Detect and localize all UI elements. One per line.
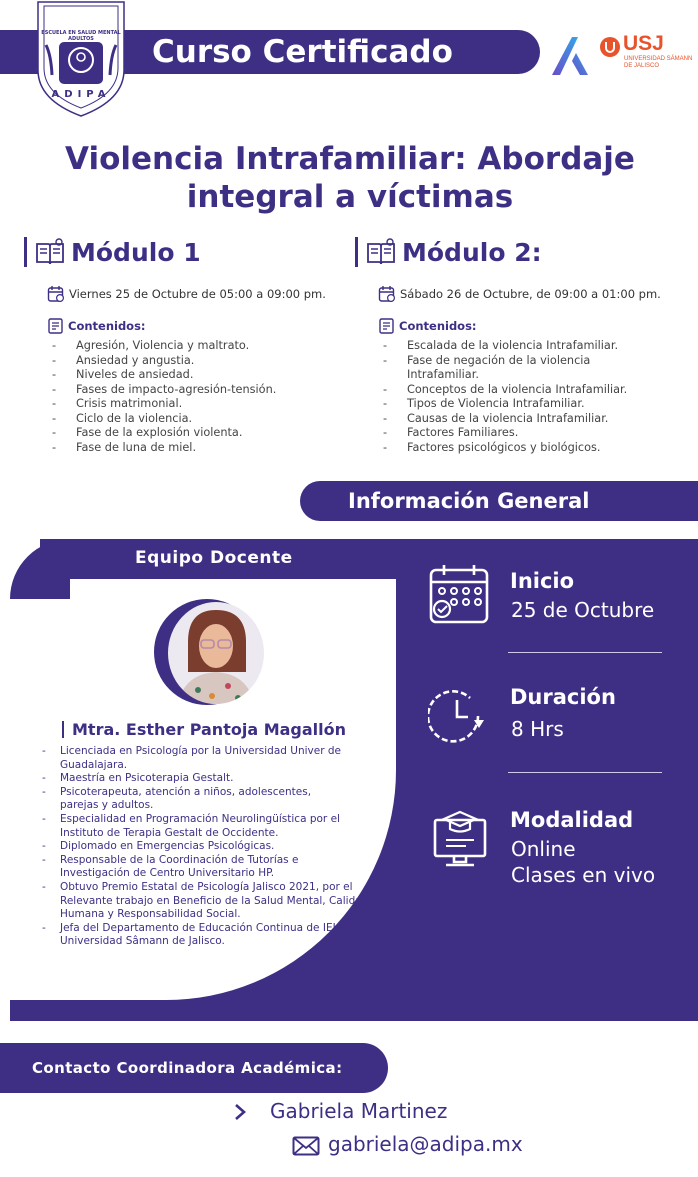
teacher-name: Mtra. Esther Pantoja Magallón bbox=[72, 720, 347, 739]
divider bbox=[508, 652, 662, 653]
usj-logo-subtext: UNIVERSIDAD SÁMANN DE JALISCO bbox=[624, 56, 693, 69]
email-icon bbox=[292, 1136, 320, 1156]
book-icon bbox=[35, 238, 65, 266]
start-label: Inicio bbox=[510, 569, 575, 593]
list-item: - Fase de la explosión violenta. bbox=[24, 426, 344, 441]
module-1-title: Módulo 1 bbox=[71, 237, 201, 267]
school-name: ADIPA bbox=[51, 89, 111, 100]
list-item: - Psicoterapeuta, atención a niños, adolescentes, parejas y adultos. bbox=[42, 786, 345, 813]
module-2-header bbox=[355, 237, 675, 267]
module-1-contents-list bbox=[24, 339, 344, 455]
usj-logo-text: USJ bbox=[623, 32, 664, 55]
module-2-date-text: Sábado 26 de Octubre, de 09:00 a 01:00 pm. bbox=[400, 287, 661, 301]
contact-email-link[interactable]: gabriela@adipa.mx bbox=[328, 1132, 523, 1156]
document-icon bbox=[378, 317, 396, 335]
module-2-contents-label bbox=[378, 317, 675, 335]
calendar-icon bbox=[378, 285, 396, 303]
list-item: - Diplomado en Emergencias Psicológicas. bbox=[42, 840, 382, 854]
list-item: - Crisis matrimonial. bbox=[24, 397, 344, 412]
calendar-icon bbox=[428, 563, 490, 625]
teacher-name-bar bbox=[62, 721, 64, 738]
info-section-title: Información General bbox=[348, 489, 590, 513]
module-1-contents-text: Contenidos: bbox=[68, 319, 146, 333]
list-item: - Ansiedad y angustia. bbox=[24, 354, 344, 369]
module-2-contents-text: Contenidos: bbox=[399, 319, 477, 333]
list-item: - Tipos de Violencia Intrafamiliar. bbox=[355, 397, 655, 412]
book-icon bbox=[366, 238, 396, 266]
usj-seal-icon bbox=[599, 36, 621, 58]
list-item: - Agresión, Violencia y maltrato. bbox=[24, 339, 344, 354]
list-item: - Maestría en Psicoterapia Gestalt. bbox=[42, 772, 382, 786]
contact-title: Contacto Coordinadora Académica: bbox=[32, 1059, 343, 1077]
start-value: 25 de Octubre bbox=[511, 598, 655, 622]
list-item: - Licenciada en Psicología por la Universidad Univer de Guadalajara. bbox=[42, 745, 382, 772]
chevron-right-icon bbox=[233, 1103, 247, 1121]
teacher-bio-list bbox=[42, 745, 382, 949]
list-item: - Causas de la violencia Intrafamiliar. bbox=[355, 412, 655, 427]
list-item: - Fase de negación de la violencia Intrafamiliar. bbox=[355, 354, 617, 383]
a-logo-icon bbox=[548, 33, 594, 77]
document-icon bbox=[47, 317, 65, 335]
duration-value: 8 Hrs bbox=[511, 717, 564, 741]
modality-line2: Clases en vivo bbox=[511, 863, 656, 887]
calendar-icon bbox=[47, 285, 65, 303]
module-divider bbox=[355, 237, 358, 267]
list-item: - Especialidad en Programación Neurolingüística por el Instituto de Terapia Gestalt de Occidente. bbox=[42, 813, 382, 840]
modality-line1: Online bbox=[511, 837, 576, 861]
divider bbox=[508, 772, 662, 773]
list-item: - Responsable de la Coordinación de Tutorías e Investigación de Centro Universitario HP. bbox=[42, 854, 345, 881]
module-divider bbox=[24, 237, 27, 267]
list-item: - Obtuvo Premio Estatal de Psicología Jalisco 2021, por el Relevante trabajo en Beneficio de la Salud Mental, Calidad Humana y Responsabilidad Social. bbox=[42, 881, 382, 922]
duration-label: Duración bbox=[510, 685, 616, 709]
list-item: - Factores psicológicos y biológicos. bbox=[355, 441, 655, 456]
list-item: - Jefa del Departamento de Educación Continua de IEHP y Universidad Sâmann de Jalisco. bbox=[42, 922, 360, 949]
module-1-header bbox=[24, 237, 344, 267]
course-title: Violencia Intrafamiliar: Abordaje integral a víctimas bbox=[65, 141, 635, 215]
module-2-date bbox=[378, 285, 675, 303]
online-class-icon bbox=[432, 810, 488, 868]
modality-label: Modalidad bbox=[510, 808, 634, 832]
module-1-contents-label bbox=[47, 317, 344, 335]
module-1 bbox=[24, 237, 344, 455]
list-item: - Conceptos de la violencia Intrafamiliar. bbox=[355, 383, 655, 398]
list-item: - Factores Familiares. bbox=[355, 426, 655, 441]
team-label: Equipo Docente bbox=[135, 548, 293, 568]
module-2-contents-list bbox=[355, 339, 655, 455]
contact-name: Gabriela Martinez bbox=[270, 1099, 448, 1123]
course-type-title: Curso Certificado bbox=[152, 34, 453, 70]
list-item: - Fase de luna de miel. bbox=[24, 441, 344, 456]
adipa-shield-logo bbox=[34, 0, 128, 118]
module-2 bbox=[355, 237, 675, 455]
list-item: - Ciclo de la violencia. bbox=[24, 412, 344, 427]
list-item: - Escalada de la violencia Intrafamiliar. bbox=[355, 339, 655, 354]
module-2-title: Módulo 2: bbox=[402, 237, 542, 267]
school-top-text: ESCUELA EN SALUD MENTAL ADULTOS bbox=[41, 30, 121, 42]
teacher-photo bbox=[168, 602, 264, 704]
module-1-date bbox=[47, 285, 344, 303]
module-1-date-text: Viernes 25 de Octubre de 05:00 a 09:00 pm. bbox=[69, 287, 326, 301]
list-item: - Niveles de ansiedad. bbox=[24, 368, 344, 383]
clock-icon bbox=[428, 686, 492, 746]
list-item: - Fases de impacto-agresión-tensión. bbox=[24, 383, 344, 398]
